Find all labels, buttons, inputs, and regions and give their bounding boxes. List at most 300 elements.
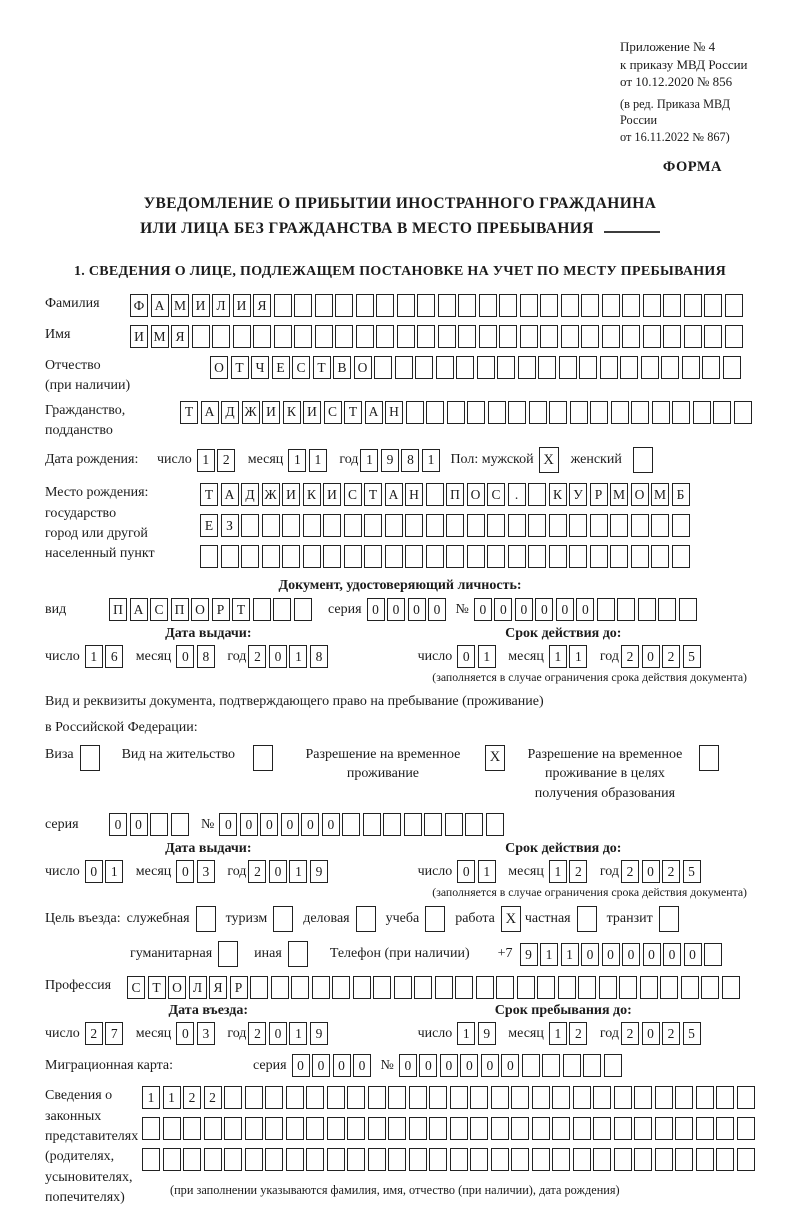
form-cell[interactable]: 1 — [163, 1086, 181, 1109]
form-cell[interactable] — [559, 356, 577, 379]
form-cell[interactable]: 0 — [312, 1054, 330, 1077]
form-cell[interactable]: 0 — [684, 943, 702, 966]
form-cell[interactable]: З — [221, 514, 239, 537]
form-cell[interactable]: С — [324, 401, 342, 424]
form-cell[interactable] — [436, 356, 454, 379]
form-cell[interactable] — [424, 813, 442, 836]
form-cell[interactable] — [569, 514, 587, 537]
form-cell[interactable] — [323, 545, 341, 568]
form-cell[interactable] — [491, 1117, 509, 1140]
form-cell[interactable] — [593, 1117, 611, 1140]
form-cell[interactable] — [274, 294, 292, 317]
form-cell[interactable]: 0 — [219, 813, 237, 836]
form-cell[interactable]: 0 — [576, 598, 594, 621]
form-cell[interactable] — [294, 598, 312, 621]
form-cell[interactable] — [335, 294, 353, 317]
form-cell[interactable]: С — [487, 483, 505, 506]
form-cell[interactable]: Я — [171, 325, 189, 348]
form-cell[interactable] — [549, 401, 567, 424]
form-cell[interactable]: О — [168, 976, 186, 999]
form-cell[interactable] — [327, 1148, 345, 1171]
form-cell[interactable] — [323, 514, 341, 537]
form-cell[interactable] — [265, 1086, 283, 1109]
form-cell[interactable] — [465, 813, 483, 836]
form-cell[interactable]: 0 — [556, 598, 574, 621]
form-cell[interactable] — [241, 514, 259, 537]
form-cell[interactable] — [652, 401, 670, 424]
form-cell[interactable] — [265, 1148, 283, 1171]
form-cell[interactable] — [409, 1148, 427, 1171]
form-cell[interactable]: 0 — [460, 1054, 478, 1077]
form-cell[interactable]: 0 — [440, 1054, 458, 1077]
form-cell[interactable] — [538, 356, 556, 379]
form-cell[interactable] — [631, 401, 649, 424]
form-cell[interactable]: 0 — [622, 943, 640, 966]
form-cell[interactable] — [417, 294, 435, 317]
form-cell[interactable] — [634, 1086, 652, 1109]
form-cell[interactable] — [661, 356, 679, 379]
form-cell[interactable]: 0 — [457, 645, 475, 668]
form-cell[interactable]: 1 — [549, 1022, 567, 1045]
form-cell[interactable]: Т — [180, 401, 198, 424]
form-cell[interactable] — [581, 294, 599, 317]
form-cell[interactable] — [467, 545, 485, 568]
form-cell[interactable] — [332, 976, 350, 999]
form-cell[interactable] — [672, 514, 690, 537]
form-cell[interactable] — [508, 545, 526, 568]
form-cell[interactable]: Т — [232, 598, 250, 621]
form-cell[interactable] — [445, 813, 463, 836]
form-cell[interactable] — [491, 1148, 509, 1171]
form-cell[interactable]: Р — [212, 598, 230, 621]
form-cell[interactable]: Р — [230, 976, 248, 999]
form-cell[interactable]: А — [385, 483, 403, 506]
form-cell[interactable] — [404, 813, 422, 836]
form-cell[interactable]: Л — [189, 976, 207, 999]
form-cell[interactable] — [655, 1117, 673, 1140]
form-cell[interactable] — [614, 1086, 632, 1109]
form-cell[interactable]: А — [221, 483, 239, 506]
form-cell[interactable] — [388, 1117, 406, 1140]
form-cell[interactable] — [253, 325, 271, 348]
form-cell[interactable] — [620, 356, 638, 379]
form-cell[interactable]: 2 — [621, 645, 639, 668]
form-cell[interactable] — [383, 813, 401, 836]
form-cell[interactable] — [622, 325, 640, 348]
form-cell[interactable] — [192, 325, 210, 348]
form-cell[interactable]: 9 — [478, 1022, 496, 1045]
form-cell[interactable] — [312, 976, 330, 999]
form-cell[interactable] — [593, 1086, 611, 1109]
form-cell[interactable] — [651, 514, 669, 537]
form-cell[interactable]: 1 — [289, 860, 307, 883]
form-cell[interactable] — [491, 1086, 509, 1109]
form-cell[interactable] — [549, 514, 567, 537]
form-cell[interactable]: 9 — [310, 860, 328, 883]
form-cell[interactable]: Ж — [262, 483, 280, 506]
form-cell[interactable] — [540, 294, 558, 317]
form-cell[interactable] — [655, 1148, 673, 1171]
form-cell[interactable]: 0 — [333, 1054, 351, 1077]
form-cell[interactable] — [342, 813, 360, 836]
form-cell[interactable] — [672, 545, 690, 568]
form-cell[interactable]: 2 — [248, 645, 266, 668]
form-cell[interactable]: 5 — [683, 860, 701, 883]
form-cell[interactable] — [458, 325, 476, 348]
purpose-tourism-checkbox[interactable] — [273, 906, 293, 932]
form-cell[interactable] — [438, 325, 456, 348]
form-cell[interactable] — [631, 545, 649, 568]
sex-female-checkbox[interactable] — [633, 447, 653, 473]
form-cell[interactable] — [286, 1117, 304, 1140]
form-cell[interactable] — [315, 294, 333, 317]
form-cell[interactable] — [497, 356, 515, 379]
form-cell[interactable] — [511, 1148, 529, 1171]
form-cell[interactable] — [737, 1148, 755, 1171]
form-cell[interactable] — [142, 1117, 160, 1140]
form-cell[interactable] — [558, 976, 576, 999]
form-cell[interactable]: 0 — [399, 1054, 417, 1077]
form-cell[interactable] — [409, 1117, 427, 1140]
form-cell[interactable] — [540, 325, 558, 348]
form-cell[interactable] — [599, 976, 617, 999]
form-cell[interactable] — [353, 976, 371, 999]
form-cell[interactable] — [532, 1117, 550, 1140]
form-cell[interactable]: 0 — [176, 645, 194, 668]
form-cell[interactable]: 0 — [176, 1022, 194, 1045]
form-cell[interactable] — [435, 976, 453, 999]
form-cell[interactable]: 0 — [85, 860, 103, 883]
form-cell[interactable]: И — [323, 483, 341, 506]
form-cell[interactable]: П — [171, 598, 189, 621]
form-cell[interactable] — [364, 545, 382, 568]
form-cell[interactable] — [204, 1148, 222, 1171]
form-cell[interactable] — [684, 294, 702, 317]
form-cell[interactable]: 1 — [105, 860, 123, 883]
form-cell[interactable]: 0 — [494, 598, 512, 621]
form-cell[interactable] — [619, 976, 637, 999]
form-cell[interactable] — [429, 1086, 447, 1109]
form-cell[interactable]: Т — [364, 483, 382, 506]
form-cell[interactable] — [696, 1086, 714, 1109]
form-cell[interactable] — [528, 514, 546, 537]
form-cell[interactable] — [405, 545, 423, 568]
form-cell[interactable] — [643, 325, 661, 348]
form-cell[interactable] — [364, 514, 382, 537]
form-cell[interactable]: 0 — [240, 813, 258, 836]
form-cell[interactable] — [704, 294, 722, 317]
form-cell[interactable]: 1 — [549, 860, 567, 883]
form-cell[interactable] — [467, 401, 485, 424]
form-cell[interactable] — [470, 1086, 488, 1109]
form-cell[interactable]: 1 — [422, 449, 440, 472]
form-cell[interactable]: Б — [672, 483, 690, 506]
form-cell[interactable] — [532, 1148, 550, 1171]
form-cell[interactable] — [376, 325, 394, 348]
form-cell[interactable]: М — [151, 325, 169, 348]
form-cell[interactable]: Е — [200, 514, 218, 537]
form-cell[interactable] — [722, 976, 740, 999]
form-cell[interactable]: 1 — [309, 449, 327, 472]
form-cell[interactable]: 1 — [85, 645, 103, 668]
form-cell[interactable]: 0 — [501, 1054, 519, 1077]
form-cell[interactable]: 2 — [248, 1022, 266, 1045]
form-cell[interactable] — [579, 356, 597, 379]
form-cell[interactable]: Р — [590, 483, 608, 506]
form-cell[interactable]: И — [233, 294, 251, 317]
form-cell[interactable]: 0 — [260, 813, 278, 836]
form-cell[interactable] — [702, 356, 720, 379]
form-cell[interactable] — [163, 1117, 181, 1140]
form-cell[interactable] — [496, 976, 514, 999]
form-cell[interactable]: Н — [405, 483, 423, 506]
form-cell[interactable]: 2 — [569, 1022, 587, 1045]
form-cell[interactable]: О — [354, 356, 372, 379]
form-cell[interactable]: 1 — [561, 943, 579, 966]
form-cell[interactable] — [397, 325, 415, 348]
form-cell[interactable]: 0 — [387, 598, 405, 621]
form-cell[interactable] — [163, 1148, 181, 1171]
form-cell[interactable] — [508, 514, 526, 537]
form-cell[interactable] — [426, 545, 444, 568]
form-cell[interactable]: 0 — [642, 645, 660, 668]
form-cell[interactable] — [306, 1148, 324, 1171]
form-cell[interactable] — [684, 325, 702, 348]
form-cell[interactable] — [611, 401, 629, 424]
form-cell[interactable]: 1 — [289, 645, 307, 668]
form-cell[interactable] — [597, 598, 615, 621]
form-cell[interactable]: 0 — [457, 860, 475, 883]
form-cell[interactable] — [385, 545, 403, 568]
form-cell[interactable]: И — [282, 483, 300, 506]
form-cell[interactable]: А — [151, 294, 169, 317]
form-cell[interactable]: 9 — [520, 943, 538, 966]
form-cell[interactable]: Т — [313, 356, 331, 379]
form-cell[interactable] — [479, 325, 497, 348]
form-cell[interactable]: У — [569, 483, 587, 506]
form-cell[interactable] — [250, 976, 268, 999]
form-cell[interactable]: 0 — [408, 598, 426, 621]
form-cell[interactable] — [245, 1117, 263, 1140]
form-cell[interactable]: М — [171, 294, 189, 317]
form-cell[interactable]: 0 — [663, 943, 681, 966]
form-cell[interactable] — [306, 1117, 324, 1140]
form-cell[interactable] — [274, 325, 292, 348]
form-cell[interactable] — [282, 545, 300, 568]
form-cell[interactable] — [426, 514, 444, 537]
form-cell[interactable] — [638, 598, 656, 621]
purpose-study-checkbox[interactable] — [425, 906, 445, 932]
form-cell[interactable] — [651, 545, 669, 568]
form-cell[interactable] — [537, 976, 555, 999]
form-cell[interactable] — [675, 1148, 693, 1171]
purpose-transit-checkbox[interactable] — [659, 906, 679, 932]
form-cell[interactable]: 0 — [481, 1054, 499, 1077]
form-cell[interactable]: 0 — [292, 1054, 310, 1077]
form-cell[interactable] — [549, 545, 567, 568]
form-cell[interactable] — [415, 356, 433, 379]
form-cell[interactable] — [303, 545, 321, 568]
form-cell[interactable] — [696, 1117, 714, 1140]
form-cell[interactable] — [602, 294, 620, 317]
form-cell[interactable] — [221, 545, 239, 568]
form-cell[interactable]: М — [651, 483, 669, 506]
form-cell[interactable]: 9 — [381, 449, 399, 472]
form-cell[interactable] — [356, 325, 374, 348]
form-cell[interactable]: . — [508, 483, 526, 506]
form-cell[interactable] — [204, 1117, 222, 1140]
form-cell[interactable]: К — [549, 483, 567, 506]
form-cell[interactable] — [486, 813, 504, 836]
form-cell[interactable]: Т — [148, 976, 166, 999]
form-cell[interactable] — [426, 483, 444, 506]
form-cell[interactable] — [569, 545, 587, 568]
form-cell[interactable] — [640, 976, 658, 999]
form-cell[interactable] — [282, 514, 300, 537]
form-cell[interactable] — [224, 1148, 242, 1171]
form-cell[interactable] — [363, 813, 381, 836]
form-cell[interactable] — [470, 1148, 488, 1171]
form-cell[interactable] — [241, 545, 259, 568]
form-cell[interactable] — [499, 325, 517, 348]
form-cell[interactable] — [675, 1086, 693, 1109]
form-cell[interactable] — [716, 1086, 734, 1109]
form-cell[interactable]: Я — [209, 976, 227, 999]
temp-residence-checkbox[interactable]: X — [485, 745, 505, 771]
form-cell[interactable] — [327, 1086, 345, 1109]
form-cell[interactable] — [265, 1117, 283, 1140]
form-cell[interactable] — [675, 1117, 693, 1140]
form-cell[interactable] — [508, 401, 526, 424]
form-cell[interactable]: Т — [231, 356, 249, 379]
form-cell[interactable] — [476, 976, 494, 999]
form-cell[interactable]: 0 — [269, 645, 287, 668]
form-cell[interactable] — [417, 325, 435, 348]
form-cell[interactable] — [573, 1117, 591, 1140]
form-cell[interactable] — [450, 1148, 468, 1171]
form-cell[interactable] — [590, 514, 608, 537]
form-cell[interactable]: А — [130, 598, 148, 621]
form-cell[interactable] — [614, 1148, 632, 1171]
form-cell[interactable]: 2 — [662, 860, 680, 883]
form-cell[interactable] — [150, 813, 168, 836]
form-cell[interactable]: 0 — [642, 860, 660, 883]
form-cell[interactable] — [327, 1117, 345, 1140]
form-cell[interactable]: 2 — [569, 860, 587, 883]
form-cell[interactable] — [347, 1086, 365, 1109]
form-cell[interactable]: И — [192, 294, 210, 317]
form-cell[interactable]: О — [210, 356, 228, 379]
form-cell[interactable] — [573, 1086, 591, 1109]
form-cell[interactable] — [368, 1117, 386, 1140]
form-cell[interactable] — [532, 1086, 550, 1109]
form-cell[interactable]: 0 — [301, 813, 319, 836]
form-cell[interactable] — [233, 325, 251, 348]
form-cell[interactable]: В — [333, 356, 351, 379]
form-cell[interactable] — [479, 294, 497, 317]
form-cell[interactable] — [716, 1117, 734, 1140]
form-cell[interactable]: 0 — [109, 813, 127, 836]
form-cell[interactable] — [438, 294, 456, 317]
form-cell[interactable]: О — [191, 598, 209, 621]
form-cell[interactable] — [397, 294, 415, 317]
form-cell[interactable]: Ф — [130, 294, 148, 317]
form-cell[interactable] — [409, 1086, 427, 1109]
form-cell[interactable]: 0 — [474, 598, 492, 621]
form-cell[interactable] — [600, 356, 618, 379]
form-cell[interactable]: 0 — [281, 813, 299, 836]
form-cell[interactable] — [723, 356, 741, 379]
form-cell[interactable] — [344, 514, 362, 537]
form-cell[interactable]: 2 — [621, 1022, 639, 1045]
form-cell[interactable] — [273, 598, 291, 621]
form-cell[interactable] — [617, 598, 635, 621]
form-cell[interactable] — [470, 1117, 488, 1140]
purpose-humanitarian-checkbox[interactable] — [218, 941, 238, 967]
form-cell[interactable] — [374, 356, 392, 379]
form-cell[interactable]: И — [303, 401, 321, 424]
form-cell[interactable] — [681, 976, 699, 999]
form-cell[interactable]: С — [292, 356, 310, 379]
form-cell[interactable] — [578, 976, 596, 999]
form-cell[interactable]: М — [610, 483, 628, 506]
form-cell[interactable] — [447, 401, 465, 424]
form-cell[interactable] — [631, 514, 649, 537]
form-cell[interactable] — [713, 401, 731, 424]
form-cell[interactable] — [315, 325, 333, 348]
form-cell[interactable] — [693, 401, 711, 424]
form-cell[interactable] — [499, 294, 517, 317]
form-cell[interactable]: 8 — [310, 645, 328, 668]
form-cell[interactable]: 7 — [105, 1022, 123, 1045]
form-cell[interactable]: 1 — [288, 449, 306, 472]
form-cell[interactable]: 6 — [105, 645, 123, 668]
form-cell[interactable]: 2 — [621, 860, 639, 883]
form-cell[interactable]: 0 — [428, 598, 446, 621]
form-cell[interactable]: Ж — [242, 401, 260, 424]
form-cell[interactable]: К — [283, 401, 301, 424]
form-cell[interactable] — [520, 325, 538, 348]
form-cell[interactable] — [610, 514, 628, 537]
form-cell[interactable] — [271, 976, 289, 999]
form-cell[interactable] — [291, 976, 309, 999]
form-cell[interactable]: 1 — [142, 1086, 160, 1109]
form-cell[interactable]: 1 — [478, 645, 496, 668]
form-cell[interactable]: Т — [200, 483, 218, 506]
form-cell[interactable] — [429, 1148, 447, 1171]
form-cell[interactable]: Н — [385, 401, 403, 424]
form-cell[interactable] — [487, 545, 505, 568]
form-cell[interactable] — [368, 1148, 386, 1171]
form-cell[interactable] — [388, 1148, 406, 1171]
temp-residence-edu-checkbox[interactable] — [699, 745, 719, 771]
form-cell[interactable] — [262, 514, 280, 537]
form-cell[interactable]: 3 — [197, 860, 215, 883]
form-cell[interactable]: П — [446, 483, 464, 506]
form-cell[interactable] — [142, 1148, 160, 1171]
form-cell[interactable] — [245, 1148, 263, 1171]
form-cell[interactable] — [294, 325, 312, 348]
form-cell[interactable] — [426, 401, 444, 424]
form-cell[interactable] — [183, 1117, 201, 1140]
form-cell[interactable] — [552, 1148, 570, 1171]
form-cell[interactable] — [663, 325, 681, 348]
form-cell[interactable] — [376, 294, 394, 317]
form-cell[interactable] — [414, 976, 432, 999]
form-cell[interactable] — [458, 294, 476, 317]
form-cell[interactable]: 0 — [353, 1054, 371, 1077]
form-cell[interactable]: Ч — [251, 356, 269, 379]
